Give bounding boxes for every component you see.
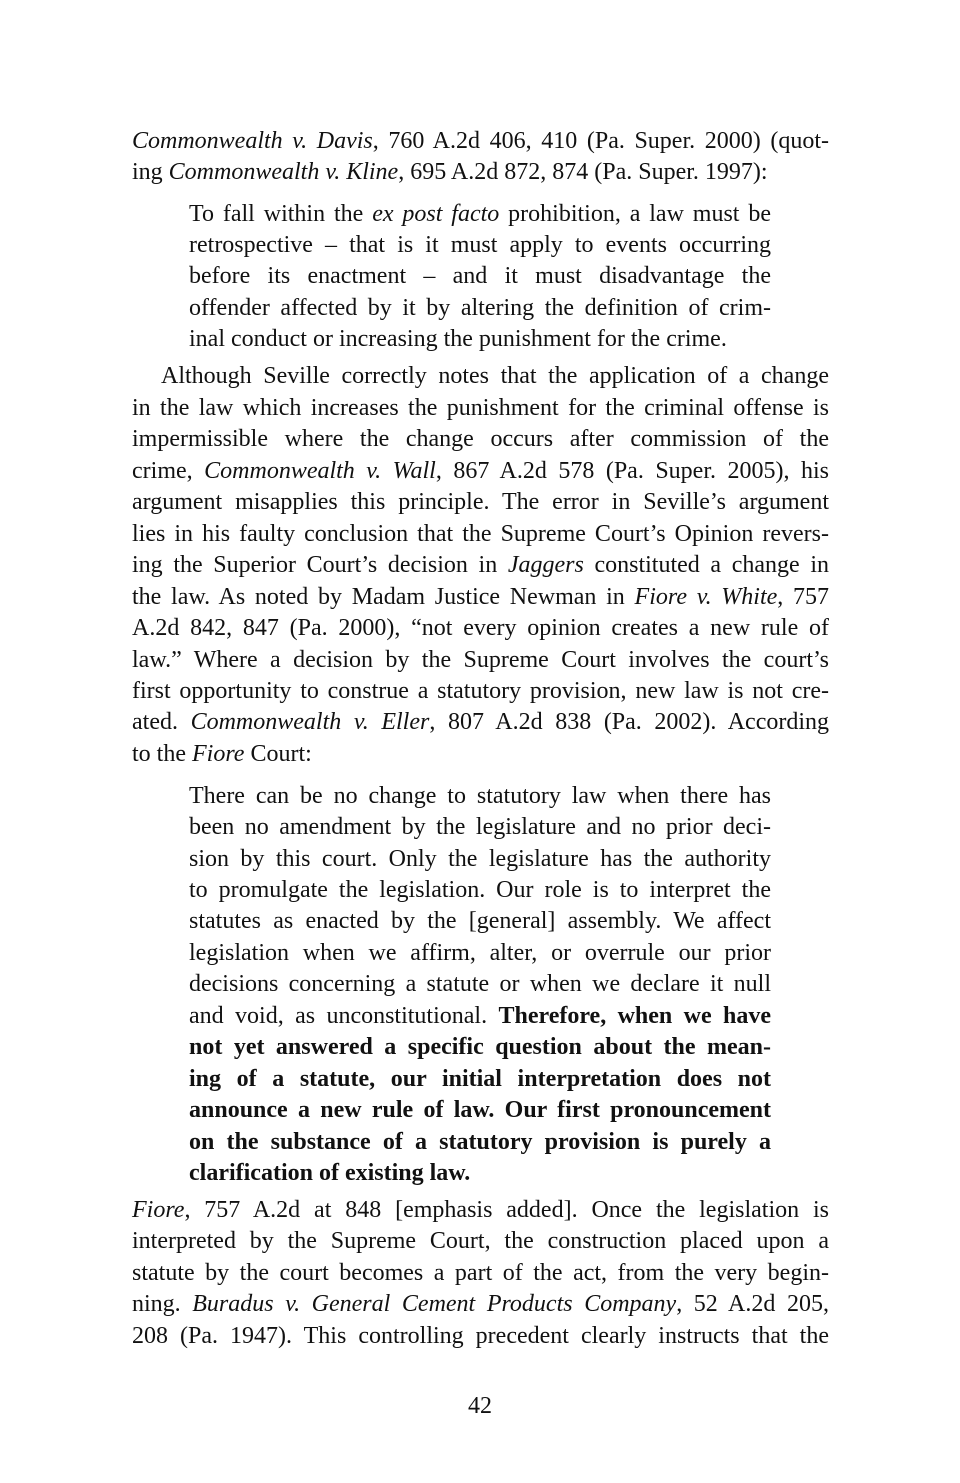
text-run: interpreted by the Supreme Court, the construction placed upon a <box>132 1228 829 1254</box>
paragraph-line <box>132 392 829 424</box>
italic-text: Fiore v. White <box>634 584 778 610</box>
paragraph-line <box>132 1288 829 1320</box>
text-run: legislation when we affirm, alter, or overrule our prior <box>189 940 771 966</box>
paragraph-line <box>132 486 829 518</box>
paragraph-line <box>132 549 829 581</box>
text-run: Court: <box>244 741 312 767</box>
block-quote-line <box>189 260 771 292</box>
text-run: crime, <box>132 458 205 484</box>
text-run: to the <box>132 741 192 767</box>
text-run: impermissible where the change occurs after commission of the <box>132 426 829 452</box>
text-run: before its enactment – and it must disadvantage the <box>189 263 771 289</box>
page-number: 42 <box>468 1393 492 1419</box>
paragraph-line <box>132 581 829 613</box>
text-run: lies in his faulty conclusion that the Supreme Court’s Opinion revers- <box>132 521 829 547</box>
text-run: ing the Superior Court’s decision in <box>132 552 508 578</box>
italic-text: ex post facto <box>372 201 500 227</box>
text-run: There can be no change to statutory law when there has <box>189 783 771 809</box>
text-run: constituted a change in <box>583 552 830 578</box>
text-run: , 807 A.2d 838 (Pa. 2002). According <box>429 709 830 735</box>
italic-text: Jaggers <box>507 552 584 578</box>
text-run: argument misapplies this principle. The error in Seville’s argument <box>132 489 829 515</box>
paragraph-line <box>132 644 829 676</box>
bold-text: clarification of existing law. <box>189 1160 471 1186</box>
text-run: inal conduct or increasing the punishment for the crime. <box>189 326 727 352</box>
italic-text: Commonwealth v. Kline <box>168 159 399 185</box>
text-line <box>132 125 829 157</box>
paragraph-line <box>132 455 829 487</box>
block-quote-line <box>189 874 771 906</box>
paragraph-line <box>132 738 829 770</box>
paragraph-line <box>132 706 829 738</box>
block-quote-line <box>189 1031 771 1063</box>
block-quote-line <box>189 1000 771 1032</box>
italic-text: Fiore <box>132 1197 185 1223</box>
block-quote-line <box>189 229 771 261</box>
block-quote-line <box>189 1063 771 1095</box>
paragraph-line <box>132 612 829 644</box>
text-run: , 760 A.2d 406, 410 (Pa. Super. 2000) (quot- <box>372 128 830 154</box>
paragraph-line <box>132 1225 829 1257</box>
text-run: statute by the court becomes a part of the act, from the very begin- <box>132 1260 829 1286</box>
paragraph-line <box>132 423 829 455</box>
bold-text: on the substance of a statutory provision is purely a <box>189 1129 771 1155</box>
bold-text: announce a new rule of law. Our first pronouncement <box>189 1097 771 1123</box>
text-run: prohibition, a law must be <box>499 201 772 227</box>
paragraph-line <box>132 675 829 707</box>
block-quote-line <box>189 1094 771 1126</box>
block-quote-line <box>189 905 771 937</box>
block-quote-line <box>189 292 771 324</box>
paragraph-line <box>132 1320 829 1352</box>
bold-text: Therefore, when we have <box>498 1003 771 1029</box>
block-quote-line <box>189 1126 771 1158</box>
text-run: 208 (Pa. 1947). This controlling precedent clearly instructs that the <box>132 1323 829 1349</box>
text-run: , 757 A.2d at 848 [emphasis added]. Once the legislation is <box>184 1197 829 1223</box>
text-run: , 757 <box>777 584 830 610</box>
block-quote-line <box>189 843 771 875</box>
text-run: , 695 A.2d 872, 874 (Pa. Super. 1997): <box>398 159 768 185</box>
text-run: ning. <box>132 1291 193 1317</box>
block-quote-line <box>189 811 771 843</box>
text-run: the law. As noted by Madam Justice Newman in <box>132 584 635 610</box>
text-run: first opportunity to construe a statutory provision, new law is not cre- <box>132 678 829 704</box>
text-run: sion by this court. Only the legislature has the authority <box>189 846 771 872</box>
block-quote-line <box>189 780 771 812</box>
text-run: A.2d 842, 847 (Pa. 2000), “not every opinion creates a new rule of <box>132 615 829 641</box>
block-quote-line <box>189 323 771 355</box>
text-run: To fall within the <box>189 201 373 227</box>
block-quote-line <box>189 937 771 969</box>
text-run: ing <box>132 159 169 185</box>
text-run: Although Seville correctly notes that the application of a change <box>161 363 829 389</box>
block-quote-line <box>189 1157 771 1189</box>
text-run: in the law which increases the punishment for the criminal offense is <box>132 395 829 421</box>
text-run: , 867 A.2d 578 (Pa. Super. 2005), his <box>435 458 829 484</box>
italic-text: Commonwealth v. Davis <box>132 128 373 154</box>
text-run: ated. <box>132 709 191 735</box>
italic-text: Fiore <box>192 741 245 767</box>
block-quote-line <box>189 198 771 230</box>
paragraph-line <box>132 360 829 392</box>
text-run: , 52 A.2d 205, <box>676 1291 829 1317</box>
text-run: decisions concerning a statute or when we declare it null <box>189 971 771 997</box>
paragraph-line <box>132 518 829 550</box>
text-run: and void, as unconstitutional. <box>189 1003 499 1029</box>
paragraph-line <box>132 1194 829 1226</box>
italic-text: Commonwealth v. Wall <box>204 458 436 484</box>
block-quote-line <box>189 968 771 1000</box>
paragraph-line <box>132 1257 829 1289</box>
text-line <box>132 156 829 188</box>
text-run: been no amendment by the legislature and no prior deci- <box>189 814 771 840</box>
text-run: retrospective – that is it must apply to events occurring <box>189 232 771 258</box>
italic-text: Commonwealth v. Eller <box>190 709 430 735</box>
bold-text: ing of a statute, our initial interpretation does not <box>189 1066 771 1092</box>
text-run: statutes as enacted by the [general] assembly. We affect <box>189 908 771 934</box>
italic-text: Buradus v. General Cement Products Company <box>192 1291 677 1317</box>
text-run: law.” Where a decision by the Supreme Court involves the court’s <box>132 647 829 673</box>
text-run: offender affected by it by altering the definition of crim- <box>189 295 771 321</box>
bold-text: not yet answered a specific question about the mean- <box>189 1034 771 1060</box>
text-run: to promulgate the legislation. Our role is to interpret the <box>189 877 771 903</box>
